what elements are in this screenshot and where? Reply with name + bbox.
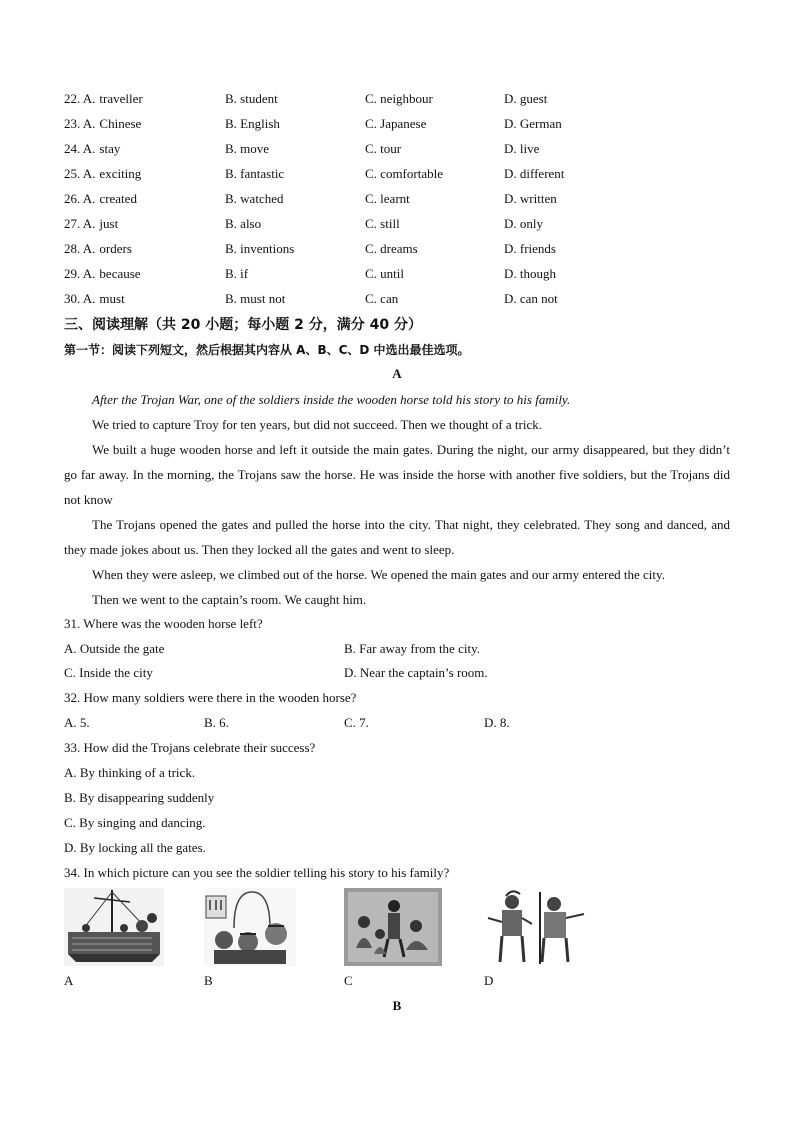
cloze-question-number: 30. A. [64,291,96,306]
cloze-option-a-text: orders [99,241,132,256]
q32-option-a[interactable]: A. 5. [64,715,90,730]
question-32: 32. How many soldiers were there in the wooden horse? [64,690,357,705]
cloze-option-d[interactable]: D. guest [504,91,548,106]
cloze-option-c[interactable]: C. tour [365,141,402,156]
cloze-option-b[interactable]: B. English [225,116,280,131]
cloze-option-a-text: because [99,266,141,281]
q33-option-d[interactable]: D. By locking all the gates. [64,840,206,855]
cloze-option-b[interactable]: B. if [225,266,249,281]
cloze-option-a-text: traveller [99,91,143,106]
cloze-option-c[interactable]: C. Japanese [365,116,427,131]
cloze-question-number: 26. A. [64,191,96,206]
cloze-option-d[interactable]: D. live [504,141,540,156]
part-b-heading: B [392,998,402,1013]
cloze-option-c[interactable]: C. still [365,216,400,231]
cloze-option-d[interactable]: D. German [504,116,562,131]
cloze-option-d[interactable]: D. friends [504,241,556,256]
question-33: 33. How did the Trojans celebrate their success? [64,740,316,755]
cloze-option-a-text: created [99,191,137,206]
cloze-option-a-text: must [99,291,125,306]
passage-p1: We tried to capture Troy for ten years, but did not succeed. Then we thought of a trick. [92,417,542,432]
cloze-question-number: 25. A. [64,166,96,181]
cloze-option-c[interactable]: C. dreams [365,241,418,256]
cloze-option-c[interactable]: C. neighbour [365,91,433,106]
cloze-option-b[interactable]: B. move [225,141,270,156]
passage-intro: After the Trojan War, one of the soldiers inside the wooden horse told his story to his family. [92,392,571,407]
cloze-option-a-text: Chinese [99,116,142,131]
cloze-option-b[interactable]: B. inventions [225,241,295,256]
cloze-option-b[interactable]: B. student [225,91,278,106]
cloze-option-c[interactable]: C. until [365,266,405,281]
cloze-question-number: 22. A. [64,91,96,106]
cloze-option-d[interactable]: D. though [504,266,556,281]
q32-option-c[interactable]: C. 7. [344,715,369,730]
cloze-option-d[interactable]: D. only [504,216,543,231]
cloze-option-a[interactable] [64,89,143,109]
cloze-question-number: 24. A. [64,141,96,156]
cloze-option-a-text: just [99,216,119,231]
cloze-option-b[interactable]: B. also [225,216,262,231]
picture-b-label: B [204,973,213,988]
passage-p2: We built a huge wooden horse and left it outside the main gates. During the night, our army disappeared, but they didn’t go far away. In the morning, the Trojans saw the horse. He was inside the horse with another five soldiers, but the Trojans did not know [64,442,730,507]
part-a-heading: A [392,366,402,381]
cloze-option-a[interactable] [64,264,141,284]
picture-d-label: D [484,973,494,988]
picture-a-image[interactable] [64,888,164,966]
q33-option-c[interactable]: C. By singing and dancing. [64,815,206,830]
cloze-option-b[interactable]: B. must not [225,291,286,306]
passage-p4: When they were asleep, we climbed out of the horse. We opened the main gates and our army entered the city. [92,567,665,582]
picture-d-image[interactable] [484,888,590,966]
picture-c-image[interactable] [344,888,442,966]
cloze-option-c[interactable]: C. can [365,291,399,306]
cloze-option-a[interactable] [64,289,125,309]
cloze-question-number: 27. A. [64,216,96,231]
cloze-option-d[interactable]: D. can not [504,291,558,306]
cloze-option-a-text: stay [99,141,121,156]
instruction: 第一节：阅读下列短文，然后根据其内容从 A、B、C、D 中选出最佳选项。 [64,343,470,357]
cloze-question-number: 29. A. [64,266,96,281]
q31-option-c[interactable]: C. Inside the city [64,665,153,680]
cloze-question-number: 23. A. [64,116,96,131]
q31-option-b[interactable]: B. Far away from the city. [344,641,480,656]
question-31: 31. Where was the wooden horse left? [64,616,263,631]
cloze-option-a[interactable] [64,239,132,259]
cloze-option-a[interactable] [64,139,120,159]
passage-p3: The Trojans opened the gates and pulled the horse into the city. That night, they celebrated. They song and danced, and they made jokes about us. Then they locked all the gates and went to sleep. [64,517,730,557]
picture-c-label: C [344,973,353,988]
question-34: 34. In which picture can you see the soldier telling his story to his family? [64,865,450,880]
cloze-option-a[interactable] [64,189,137,209]
cloze-question-number: 28. A. [64,241,96,256]
cloze-option-c[interactable]: C. comfortable [365,166,443,181]
q32-option-d[interactable]: D. 8. [484,715,510,730]
cloze-option-a[interactable] [64,114,141,134]
cloze-option-c[interactable]: C. learnt [365,191,410,206]
q31-option-a[interactable]: A. Outside the gate [64,641,165,656]
cloze-option-d[interactable]: D. different [504,166,565,181]
q33-option-a[interactable]: A. By thinking of a trick. [64,765,196,780]
q31-option-d[interactable]: D. Near the captain’s room. [344,665,488,680]
q33-option-b[interactable]: B. By disappearing suddenly [64,790,215,805]
cloze-option-d[interactable]: D. written [504,191,557,206]
cloze-option-b[interactable]: B. fantastic [225,166,285,181]
picture-b-image[interactable] [204,888,296,966]
cloze-option-b[interactable]: B. watched [225,191,284,206]
cloze-option-a[interactable] [64,164,141,184]
cloze-option-a[interactable] [64,214,118,234]
passage-p5: Then we went to the captain’s room. We caught him. [92,592,367,607]
picture-a-label: A [64,973,74,988]
cloze-option-a-text: exciting [99,166,142,181]
section-title: 三、阅读理解（共 20 小题；每小题 2 分，满分 40 分） [64,317,422,333]
q32-option-b[interactable]: B. 6. [204,715,229,730]
